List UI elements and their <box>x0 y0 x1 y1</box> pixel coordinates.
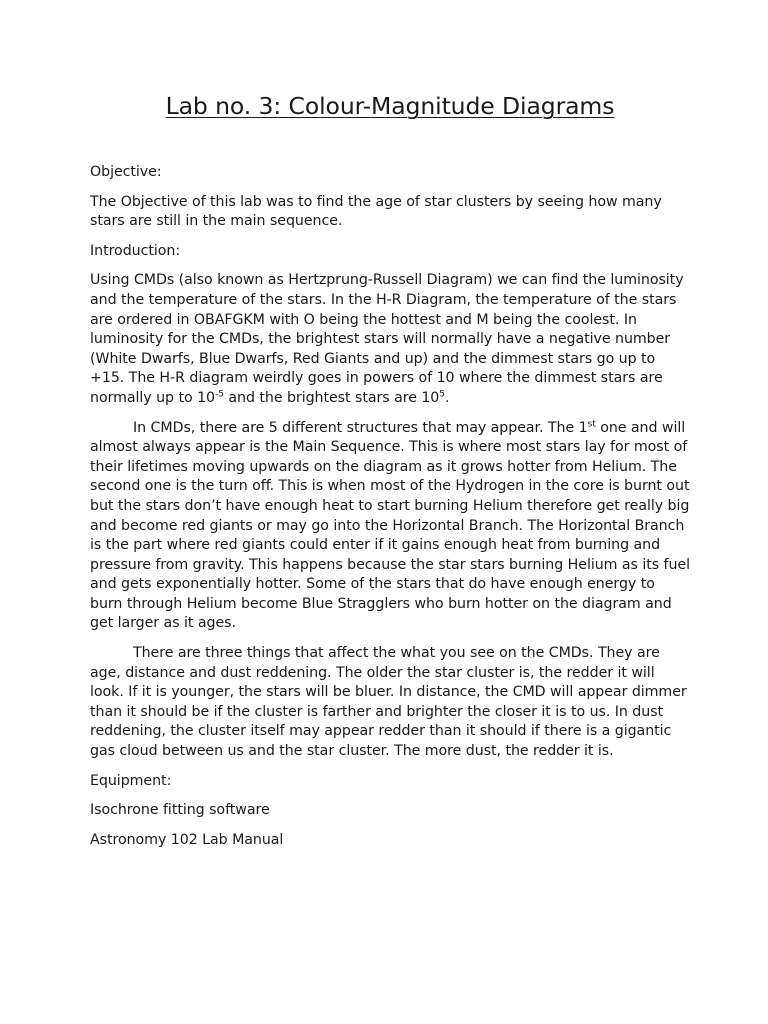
equipment-item: Isochrone fitting software <box>90 802 270 819</box>
intro-paragraph-2 <box>90 419 690 635</box>
document-page <box>90 92 690 860</box>
intro-paragraph-3: There are three things that affect the what you see on the CMDs. They are age, distance and dust reddening. The older the star cluster is, the redder it will look. If it is younger, the stars will be bluer. In distance, the CMD will appear dimmer than it should be if the cluster is farther and brighter the closer it is to us. In dust reddening, the cluster itself may appear redder than it should if there is a gigantic gas cloud between us and the star cluster. The more dust, the redder it is. <box>90 645 687 760</box>
intro-paragraph-1 <box>90 271 690 408</box>
introduction-heading: Introduction: <box>90 242 181 259</box>
intro-p2-text-b: one and will almost always appear is the Main Sequence. This is where most stars lay for most of their lifetimes moving upwards on the diagram as it grows hotter from Helium. The second one is the turn off. This is when most of the Hydrogen in the core is burnt out but the stars don’t have enough heat to start burning Helium therefore get really big and become red giants or may go into the Horizontal Branch. The Horizontal Branch is the part where red giants could enter if it gains enough heat from burning and pressure from gravity. This happens because the star stars burning Helium as its fuel and gets exponentially hotter. Some of the stars that do have enough energy to burn through Helium become Blue Stragglers who burn hotter on the diagram and get larger as it ages. <box>90 419 691 632</box>
intro-p1-text-a: Using CMDs (also known as Hertzprung-Russell Diagram) we can find the luminosity and the temperature of the stars. In the H-R Diagram, the temperature of the stars are ordered in OBAFGKM with O being the hottest and M being the coolest. In luminosity for the CMDs, the brightest stars will normally have a negative number (White Dwarfs, Blue Dwarfs, Red Giants and up) and the dimmest stars go up to +15. The H-R diagram weirdly goes in powers of 10 where the dimmest stars are normally up to 10 <box>90 272 684 406</box>
intro-p2-superscript: st <box>587 418 596 429</box>
equipment-heading: Equipment: <box>90 772 172 789</box>
document-title: Lab no. 3: Colour-Magnitude Diagrams <box>165 92 615 120</box>
intro-p1-superscript-2: 5 <box>439 389 445 400</box>
objective-text: The Objective of this lab was to find the age of star clusters by seeing how many stars are still in the main sequence. <box>90 193 662 230</box>
intro-p1-text-c: . <box>444 389 450 406</box>
objective-heading: Objective: <box>90 164 162 180</box>
equipment-item: Astronomy 102 Lab Manual <box>90 831 284 848</box>
intro-p1-text-b: and the brightest stars are 10 <box>223 389 440 406</box>
intro-p1-superscript-1: -5 <box>215 389 224 400</box>
intro-p2-text-a: In CMDs, there are 5 different structures that may appear. The 1 <box>133 419 588 436</box>
